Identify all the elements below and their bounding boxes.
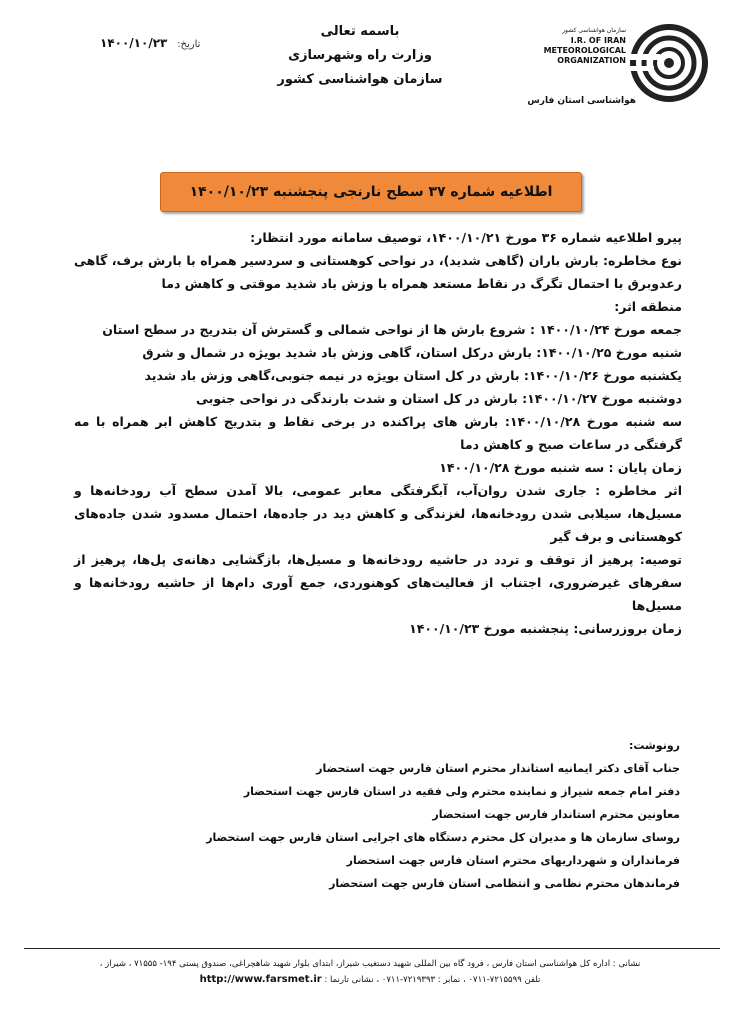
alert-title: اطلاعیه شماره ۳۷ سطح نارنجی پنجشنبه ۱۴۰۰/۱۰/۲۳: [189, 184, 553, 200]
heading-line: سازمان هواشناسی کشور: [277, 72, 443, 87]
body-paragraph: نوع مخاطره: بارش باران (گاهی شدید)، در نواحی کوهستانی و سردسیر همراه با بارش برف، گاهی رعدوبرق با احتمال تگرگ در نقاط مستعد همراه با وزش باد شدید موقتی و کاهش دما: [74, 253, 682, 291]
footer-divider: [24, 948, 720, 949]
body-paragraph: زمان بروزرسانی: پنجشنبه مورخ ۱۴۰۰/۱۰/۲۳: [409, 621, 682, 636]
website-link[interactable]: http://www.farsmet.ir: [199, 974, 322, 985]
body-paragraph: یکشنبه مورخ ۱۴۰۰/۱۰/۲۶: بارش در کل استان بویژه در نیمه جنوبی،گاهی وزش باد شدید: [144, 368, 682, 383]
date-label: تاریخ:: [177, 39, 201, 50]
date-block: [100, 36, 200, 50]
body-paragraph: جمعه مورخ ۱۴۰۰/۱۰/۲۴ : شروع بارش ها از نواحی شمالی و گسترش آن بتدریج در سطح استان: [102, 322, 682, 337]
logo-subtitle: هواشناسی استان فارس: [527, 96, 636, 106]
heading-line: باسمه تعالی: [320, 24, 400, 39]
cc-item: دفتر امام جمعه شیراز و نماینده محترم ولی فقیه در استان فارس جهت استحضار: [243, 785, 680, 798]
body-paragraph: شنبه مورخ ۱۴۰۰/۱۰/۲۵: بارش درکل استان، گاهی وزش باد شدید بویژه در شمال و شرق: [142, 345, 682, 360]
footer-phone: تلفن ۷۲۱۵۵۹۹-۰۷۱۱ ، نمابر : ۷۲۱۹۳۹۳-۰۷۱۱ ، نشانی تارنما :: [324, 975, 541, 985]
body-paragraph: زمان پایان : سه شنبه مورخ ۱۴۰۰/۱۰/۲۸: [439, 460, 682, 475]
body-paragraph: دوشنبه مورخ ۱۴۰۰/۱۰/۲۷: بارش در کل استان و شدت بارندگی در نواحی جنوبی: [196, 391, 682, 406]
letterhead: [0, 0, 740, 150]
logo-text: سازمان هواشناسی کشور I.R. OF IRAN METEOROLOGICAL ORGANIZATION: [543, 27, 626, 65]
body-paragraph: اثر مخاطره : جاری شدن روان‌آب، آبگرفتگی معابر عمومی، بالا آمدن سطح آب رودخانه‌ها و مسیل‌ها، سیلابی شدن رودخانه‌ها، لغزندگی و کاهش دید در جاده‌ها، احتمال مسدود شدن جاده‌های کوهستانی و برف گیر: [74, 483, 682, 544]
footer: [40, 956, 700, 988]
body-paragraph: توصیه: پرهیز از توقف و تردد در حاشیه رودخانه‌ها و مسیل‌ها، بازگشایی دهانه‌ی پل‌ها، پرهیز از سفرهای غیرضروری، اجتناب از فعالیت‌های کوهنوردی، جمع آوری دام‌ها از حاشیه رودخانه‌ها و مسیل‌ها: [74, 552, 682, 613]
ministry-heading: [265, 20, 455, 92]
date-value: ۱۴۰۰/۱۰/۲۳: [100, 36, 168, 50]
footer-contact: [40, 972, 700, 988]
cc-list: [80, 734, 680, 895]
cc-item: جناب آقای دکتر ایمانیه استاندار محترم استان فارس جهت استحضار: [316, 762, 680, 775]
alert-body: [74, 226, 682, 640]
cc-heading: رونوشت:: [628, 739, 680, 752]
heading-line: وزارت راه وشهرسازی: [288, 48, 432, 63]
footer-address: نشانی : اداره کل هواشناسی استان فارس ، فرود گاه بین المللی شهید دستغیب شیراز، ابتدای بلوار شهید شاهچراغی، صندوق پستی ۱۹۴- ۷۱۵۵۵ ، شیراز ،: [99, 959, 641, 969]
body-paragraph: پیرو اطلاعیه شماره ۳۶ مورخ ۱۴۰۰/۱۰/۲۱، توصیف سامانه مورد انتظار:: [250, 230, 682, 245]
organization-logo: [518, 24, 708, 114]
cc-item: روسای سازمان ها و مدیران کل محترم دستگاه های اجرایی استان فارس جهت استحضار: [206, 831, 680, 844]
cc-item: معاونین محترم استاندار فارس جهت استحضار: [432, 808, 680, 821]
cc-item: فرمانداران و شهرداریهای محترم استان فارس جهت استحضار: [346, 854, 680, 867]
meteorological-org-logo-icon: [630, 24, 708, 102]
body-paragraph: سه شنبه مورخ ۱۴۰۰/۱۰/۲۸: بارش های پراکنده در برخی نقاط و بتدریج کاهش ابر همراه با مه گرفتگی در ساعات صبح و کاهش دما: [74, 414, 682, 452]
body-paragraph: منطقه اثر:: [614, 299, 682, 314]
alert-banner: [160, 172, 582, 212]
cc-item: فرماندهان محترم نظامی و انتظامی استان فارس جهت استحضار: [329, 877, 680, 890]
